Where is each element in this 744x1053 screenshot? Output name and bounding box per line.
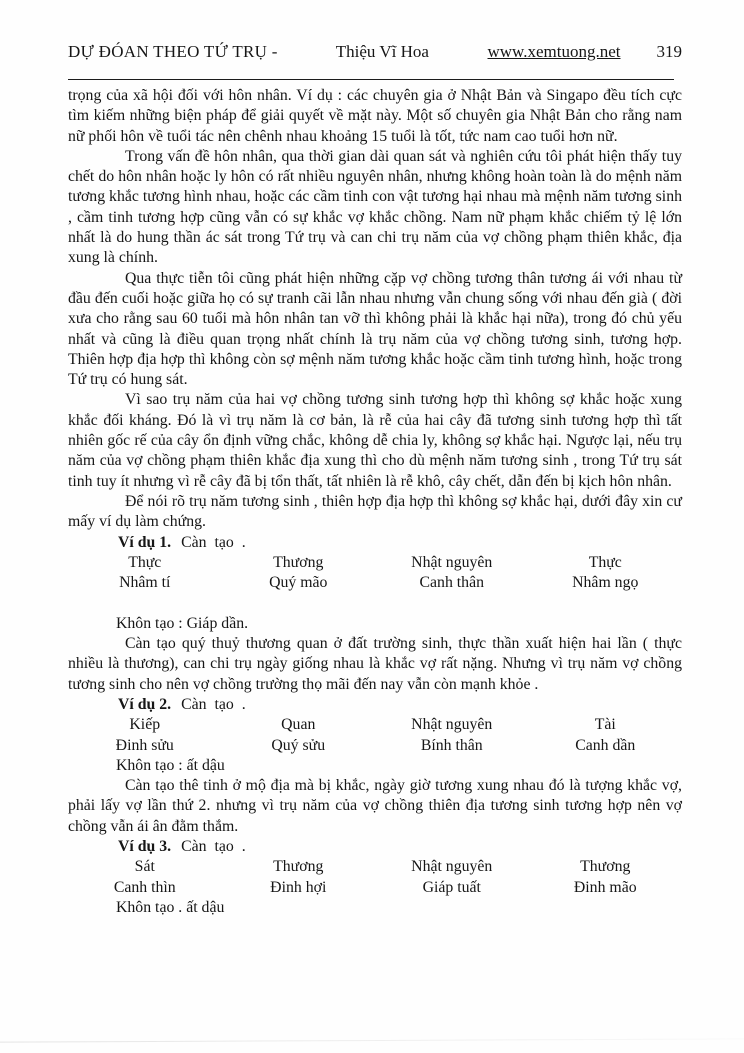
pillar-value-cell: Quý sửu xyxy=(271,736,326,754)
paragraph-continuation: trọng của xã hội đối với hôn nhân. Ví dụ : các chuyên gia ở Nhật Bản và Singapo đều tích cực tìm kiếm những biện pháp để giải quyết về mặt này. Một số chuyên gia Nhật Bản cho rằng nam nữ phối hôn về tuổi tác nên chênh nhau khoảng 15 tuổi là tốt, tức nam cao tuổi hơn nữ. xyxy=(68,87,682,145)
example-2-pillar-table xyxy=(68,715,682,756)
example-1-heading xyxy=(68,533,682,553)
pillar-header-cell: Sát xyxy=(134,858,155,876)
page-body xyxy=(68,86,682,918)
pillar-value-cell: Canh dần xyxy=(575,736,636,754)
page-number: 319 xyxy=(656,42,682,61)
example-2-intro: Càn tạo . xyxy=(181,695,246,713)
pillar-header-cell: Thực xyxy=(588,553,622,571)
pillar-value-cell: Đinh hợi xyxy=(270,878,327,896)
example-3-khontao: Khôn tạo . ất dậu xyxy=(116,898,225,916)
pillar-header-cell: Thương xyxy=(580,858,631,876)
pillar-value-cell: Nhâm ngọ xyxy=(572,574,639,592)
example-2-comment: Càn tạo thê tinh ở mộ địa mà bị khắc, ngày giờ tương xung nhau đó là tượng khắc vợ, phải lấy vợ lần thứ 2. nhưng vì trụ năm của vợ chồng thiên địa tương sinh tương hợp nên vợ chồng vẫn ái ân đằm thắm. xyxy=(68,777,682,835)
pillar-value-cell: Đinh mão xyxy=(573,878,637,896)
pillar-value-cell: Bính thân xyxy=(420,736,483,754)
example-3-label: Ví dụ 3. xyxy=(118,837,172,855)
book-title: DỰ ĐÓAN THEO TỨ TRỤ - xyxy=(68,42,278,61)
pillar-value-cell: Canh thìn xyxy=(113,878,176,896)
pillar-header-cell: Thương xyxy=(273,858,324,876)
example-3-heading xyxy=(68,837,682,857)
pillar-value-cell: Đinh sửu xyxy=(115,736,174,754)
pillar-header-cell: Thực xyxy=(128,553,162,571)
example-2-heading xyxy=(68,695,682,715)
pillar-value-cell: Giáp tuất xyxy=(422,878,481,896)
pillar-header-cell: Tài xyxy=(594,716,616,734)
example-2-khontao: Khôn tạo : ất dậu xyxy=(116,756,225,774)
example-2-label: Ví dụ 2. xyxy=(118,695,172,713)
example-1-pillar-table xyxy=(68,553,682,594)
scan-artifact-line xyxy=(0,1038,744,1042)
example-1-label: Ví dụ 1. xyxy=(118,533,172,551)
pillar-value-cell: Canh thân xyxy=(419,574,484,592)
paragraph: Qua thực tiễn tôi cũng phát hiện những cặp vợ chồng tương thân tương ái với nhau từ đầu đến cuối hoặc giữa họ có sự tranh cãi lẫn nhau nhưng vẫn chung sống với nhau đến già ( đời xưa cho rằng sau 60 tuổi mà hôn nhân tan vỡ thì không phải là khắc hại nữa), trong đó chủ yếu nhất và cũng là điều quan trọng nhất chính là trụ năm của vợ chồng tương sinh, tương hợp. Thiên hợp địa hợp thì không còn sợ mệnh năm tương khắc hoặc cầm tinh tương hình, hoặc trong Tứ trụ có hung sát. xyxy=(68,269,682,389)
example-3-pillar-table xyxy=(68,857,682,898)
blank-line xyxy=(68,593,682,613)
pillar-header-cell: Quan xyxy=(281,716,316,734)
pillar-header-cell: Nhật nguyên xyxy=(411,858,493,876)
website-url: www.xemtuong.net xyxy=(487,42,621,61)
paragraph: Vì sao trụ năm của hai vợ chồng tương sinh tương hợp thì không sợ khắc hoặc xung khắc đối kháng. Đó là vì trụ năm là cơ bản, là rễ của hai cây đã tương sinh tương hợp thì tất nhiên gốc rế của cây ổn định vững chắc, không dễ chia ly, không sợ khắc hại. Ngược lại, nếu trụ năm của vợ chồng phạm thiên khắc địa xung thì cho dù mệnh năm tương sinh , trong Tứ trụ sát tinh tuy ít nhưng vì rễ cây đã bị tổn thất, tất nhiên là rễ khô, cây chết, dẫn đến bị kịch hôn nhân. xyxy=(68,391,682,490)
header-divider xyxy=(68,79,674,80)
pillar-value-cell: Nhâm tí xyxy=(119,574,171,592)
pillar-value-cell: Quý mão xyxy=(269,574,328,592)
paragraph: Để nói rõ trụ năm tương sinh , thiên hợp địa hợp thì không sợ khắc hại, dưới đây xin cư mấy ví dụ làm chứng. xyxy=(68,492,682,531)
author-name: Thiệu Vĩ Hoa xyxy=(335,42,429,61)
pillar-header-cell: Nhật nguyên xyxy=(411,716,493,734)
example-1-khontao: Khôn tạo : Giáp dần. xyxy=(116,614,249,632)
page-header xyxy=(68,42,682,62)
pillar-header-cell: Kiếp xyxy=(129,716,161,734)
paragraph: Trong vấn đề hôn nhân, qua thời gian dài quan sát và nghiên cứu tôi phát hiện thấy tuy chết do hôn nhân hoặc ly hôn có rất nhiều nguyên nhân, nhưng không hoàn toàn là do mệnh năm tương khắc tương hình nhau, hoặc các cầm tinh con vật tương hại nhau mà mệnh năm tương sinh , cầm tinh tương hợp cũng vẫn có sự khắc vợ khắc chồng. Nam nữ phạm khắc chiếm tỷ lệ lớn nhất là do hung thần ác sát trong Tứ trụ và can chi trụ năm của vợ chồng phạm thiên khắc, địa xung là chính. xyxy=(68,147,682,267)
example-1-intro: Càn tạo . xyxy=(181,533,246,551)
example-1-comment: Càn tạo quý thuỷ thương quan ở đất trường sinh, thực thần xuất hiện hai lần ( thực nhiều là thương), can chi trụ ngày giống nhau là khắc vợ rất nặng. Nhưng vì trụ năm vợ chồng tương sinh cho nên vợ chồng trường thọ mãi đến nay vẫn còn mạnh khỏe . xyxy=(68,635,682,693)
pillar-header-cell: Thương xyxy=(273,553,324,571)
pillar-header-cell: Nhật nguyên xyxy=(411,553,493,571)
example-3-intro: Càn tạo . xyxy=(181,837,246,855)
